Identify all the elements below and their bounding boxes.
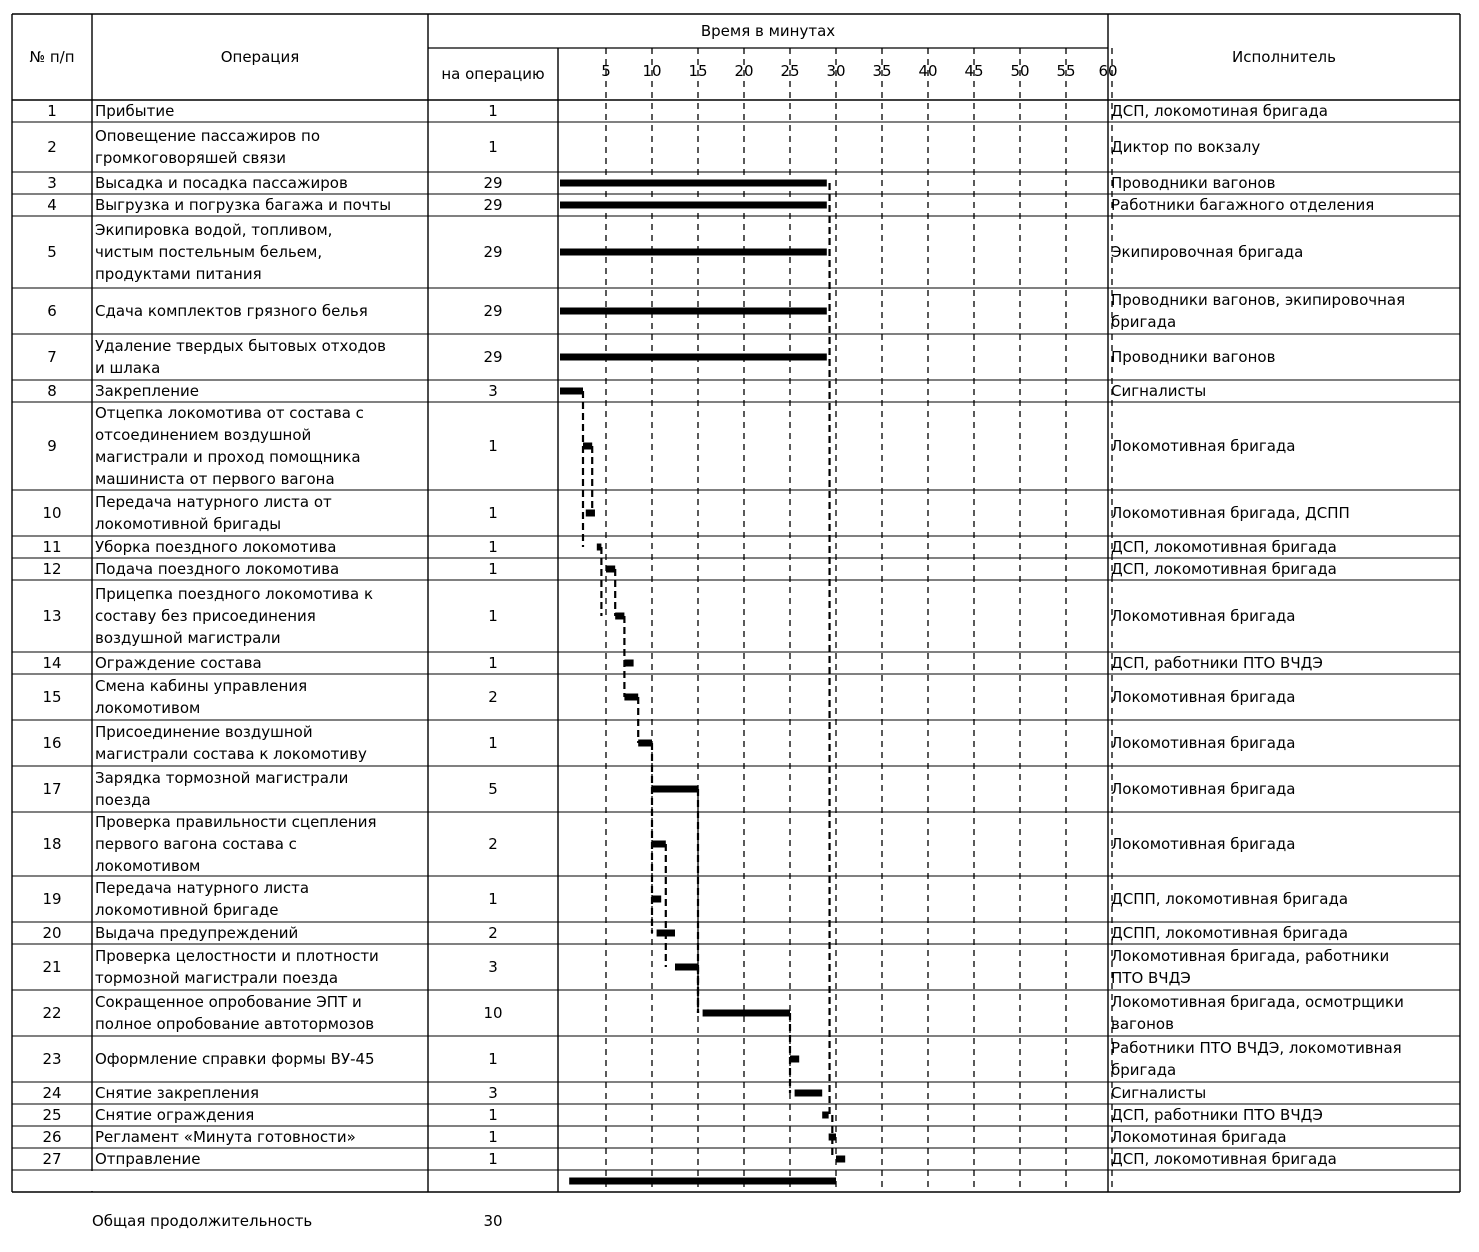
operation-duration: 1 [488,1050,498,1068]
operation-name: Оформление справки формы ВУ-45 [95,1050,375,1068]
gantt-bar [624,694,638,701]
operation-executor: Проводники вагонов, экипировочная бригада [1111,291,1406,331]
row-number: 1 [47,102,57,120]
row-number: 26 [42,1128,62,1146]
total-label: Общая продолжительность [92,1212,313,1230]
gantt-bar [624,660,633,667]
gantt-bar [560,388,583,395]
row-number: 5 [47,243,57,261]
operation-duration: 1 [488,437,498,455]
tick-label: 5 [601,62,611,80]
operation-executor: Сигналисты [1111,382,1207,400]
operation-duration: 1 [488,654,498,672]
operation-executor: Локомотивная бригада [1111,607,1296,625]
operation-duration: 1 [488,504,498,522]
row-number: 23 [42,1050,62,1068]
gantt-bar [560,249,827,256]
row-number: 10 [42,504,62,522]
operation-executor: ДСП, работники ПТО ВЧДЭ [1111,1106,1323,1124]
operation-duration: 1 [488,1150,498,1168]
tick-label: 60 [1098,62,1118,80]
operation-duration: 1 [488,890,498,908]
row-number: 6 [47,302,57,320]
row-number: 12 [42,560,62,578]
operation-name: Экипировка водой, топливом, чистым постельным бельем, продуктами питания [95,221,333,283]
operation-duration: 1 [488,560,498,578]
operation-name: Передача натурного листа локомотивной бригаде [95,879,310,919]
row-number: 2 [47,138,57,156]
operation-name: Сдача комплектов грязного белья [95,302,368,320]
gantt-bar [652,841,666,848]
row-number: 4 [47,196,57,214]
operation-name: Снятие закрепления [95,1084,259,1102]
header-executor: Исполнитель [1232,48,1336,66]
operation-executor: Работники багажного отделения [1111,196,1375,214]
row-number: 22 [42,1004,62,1022]
gantt-bar [703,1010,790,1017]
row-number: 18 [42,835,62,853]
operation-name: Высадка и посадка пассажиров [95,174,348,192]
tick-label: 35 [872,62,892,80]
row-number: 15 [42,688,62,706]
operation-duration: 1 [488,607,498,625]
operation-name: Удаление твердых бытовых отходов и шлака [95,337,386,377]
operation-executor: Локомотиная бригада [1111,1128,1287,1146]
tick-label: 30 [826,62,846,80]
operation-duration: 1 [488,1128,498,1146]
row-number: 13 [42,607,62,625]
operation-name: Передача натурного листа от локомотивной бригады [95,493,332,533]
gantt-bar [822,1112,828,1119]
operation-duration: 29 [483,348,503,366]
operation-executor: ДСП, локомотивная бригада [1111,560,1337,578]
row-number: 9 [47,437,57,455]
total-duration: 30 [483,1212,503,1230]
operation-name: Сокращенное опробование ЭПТ и полное опробование автотормозов [95,993,375,1033]
operation-executor: Локомотивная бригада [1111,835,1296,853]
gantt-bar [560,202,827,209]
operation-name: Присоединение воздушной магистрали состава к локомотиву [95,723,367,763]
operation-duration: 29 [483,196,503,214]
operation-executor: Сигналисты [1111,1084,1207,1102]
operation-name: Регламент «Минута готовности» [95,1128,356,1146]
operation-duration: 3 [488,382,498,400]
gantt-bar [560,180,827,187]
operation-executor: ДСПП, локомотивная бригада [1111,924,1349,942]
gantt-bar [790,1056,799,1063]
operation-duration: 2 [488,835,498,853]
operation-duration: 3 [488,1084,498,1102]
header-num: № п/п [29,48,75,66]
row-number: 21 [42,958,62,976]
gantt-bar [586,510,595,517]
operation-executor: Локомотивная бригада [1111,437,1296,455]
tick-label: 50 [1010,62,1030,80]
gantt-bar [652,786,698,793]
operation-executor: ДСП, локомотивная бригада [1111,1150,1337,1168]
operation-duration: 29 [483,302,503,320]
operation-executor: Локомотивная бригада, ДСПП [1111,504,1350,522]
operation-name: Оповещение пассажиров по громкоговоряшей связи [95,127,321,167]
operation-name: Выдача предупреждений [95,924,299,942]
row-number: 17 [42,780,62,798]
gantt-bar [569,1178,836,1185]
operation-duration: 10 [483,1004,503,1022]
tick-label: 20 [734,62,754,80]
gantt-bar [652,896,661,903]
operation-executor: Диктор по вокзалу [1111,138,1261,156]
operation-executor: Работники ПТО ВЧДЭ, локомотивная бригада [1111,1039,1402,1079]
tick-label: 55 [1056,62,1076,80]
gantt-bar [606,566,615,573]
operation-name: Проверка правильности сцепления первого вагона состава с локомотивом [95,813,377,875]
gantt-bar [560,354,827,361]
operation-duration: 2 [488,924,498,942]
operation-name: Выгрузка и погрузка багажа и почты [95,196,392,214]
operation-name: Отправление [95,1150,201,1168]
operation-duration: 1 [488,734,498,752]
operation-duration: 1 [488,1106,498,1124]
gantt-bar [675,964,698,971]
operation-name: Зарядка тормозной магистрали поезда [95,769,349,809]
operation-name: Снятие ограждения [95,1106,255,1124]
header-operation: Операция [220,48,300,66]
operation-name: Закрепление [95,382,200,400]
total-label-cell [13,1171,427,1191]
tick-label: 25 [780,62,800,80]
operation-name: Прицепка поездного локомотива к составу без присоединения воздушной магистрали [95,585,374,647]
operation-duration: 29 [483,243,503,261]
row-number: 25 [42,1106,62,1124]
header-time: Время в минутах [700,22,836,40]
row-number: 24 [42,1084,62,1102]
operation-executor: Локомотивная бригада, работники ПТО ВЧДЭ [1111,947,1390,987]
operation-duration: 3 [488,958,498,976]
row-number: 3 [47,174,57,192]
operation-executor: ДСП, работники ПТО ВЧДЭ [1111,654,1323,672]
row-number: 14 [42,654,62,672]
operation-executor: Экипировочная бригада [1111,243,1304,261]
gantt-bar [583,443,592,450]
row-number: 16 [42,734,62,752]
tick-label: 45 [964,62,984,80]
row-number: 19 [42,890,62,908]
operation-executor: Проводники вагонов [1111,174,1276,192]
operation-executor: Локомотивная бригада, осмотрщики вагонов [1111,993,1404,1033]
operation-name: Проверка целостности и плотности тормозной магистрали поезда [95,947,379,987]
operation-name: Уборка поездного локомотива [95,538,337,556]
row-number: 27 [42,1150,62,1168]
operation-executor: Локомотивная бригада [1111,780,1296,798]
operation-name: Ограждение состава [95,654,262,672]
operation-name: Прибытие [95,102,175,120]
operation-executor: ДСПП, локомотивная бригада [1111,890,1349,908]
row-number: 20 [42,924,62,942]
tick-label: 15 [688,62,708,80]
tick-label: 40 [918,62,938,80]
operation-executor: ДСП, локомотивная бригада [1111,538,1337,556]
operation-duration: 1 [488,102,498,120]
operation-executor: Проводники вагонов [1111,348,1276,366]
row-number: 8 [47,382,57,400]
operation-name: Смена кабины управления локомотивом [95,677,308,717]
gantt-bar [836,1156,845,1163]
gantt-bar [795,1090,823,1097]
operation-name: Отцепка локомотива от состава с отсоединением воздушной магистрали и проход помощника машиниста от первого вагона [95,404,364,488]
gantt-bar [638,740,652,747]
operation-executor: Локомотивная бригада [1111,688,1296,706]
tick-label: 10 [642,62,662,80]
operation-duration: 1 [488,538,498,556]
operation-duration: 1 [488,138,498,156]
row-number: 7 [47,348,57,366]
operation-duration: 29 [483,174,503,192]
row-number: 11 [42,538,62,556]
gantt-bar [560,308,827,315]
header-per-operation: на операцию [441,65,545,83]
operation-executor: ДСП, локомотиная бригада [1111,102,1328,120]
gantt-bar [615,613,624,620]
operation-duration: 5 [488,780,498,798]
operation-executor: Локомотивная бригада [1111,734,1296,752]
operation-name: Подача поездного локомотива [95,560,340,578]
operation-duration: 2 [488,688,498,706]
